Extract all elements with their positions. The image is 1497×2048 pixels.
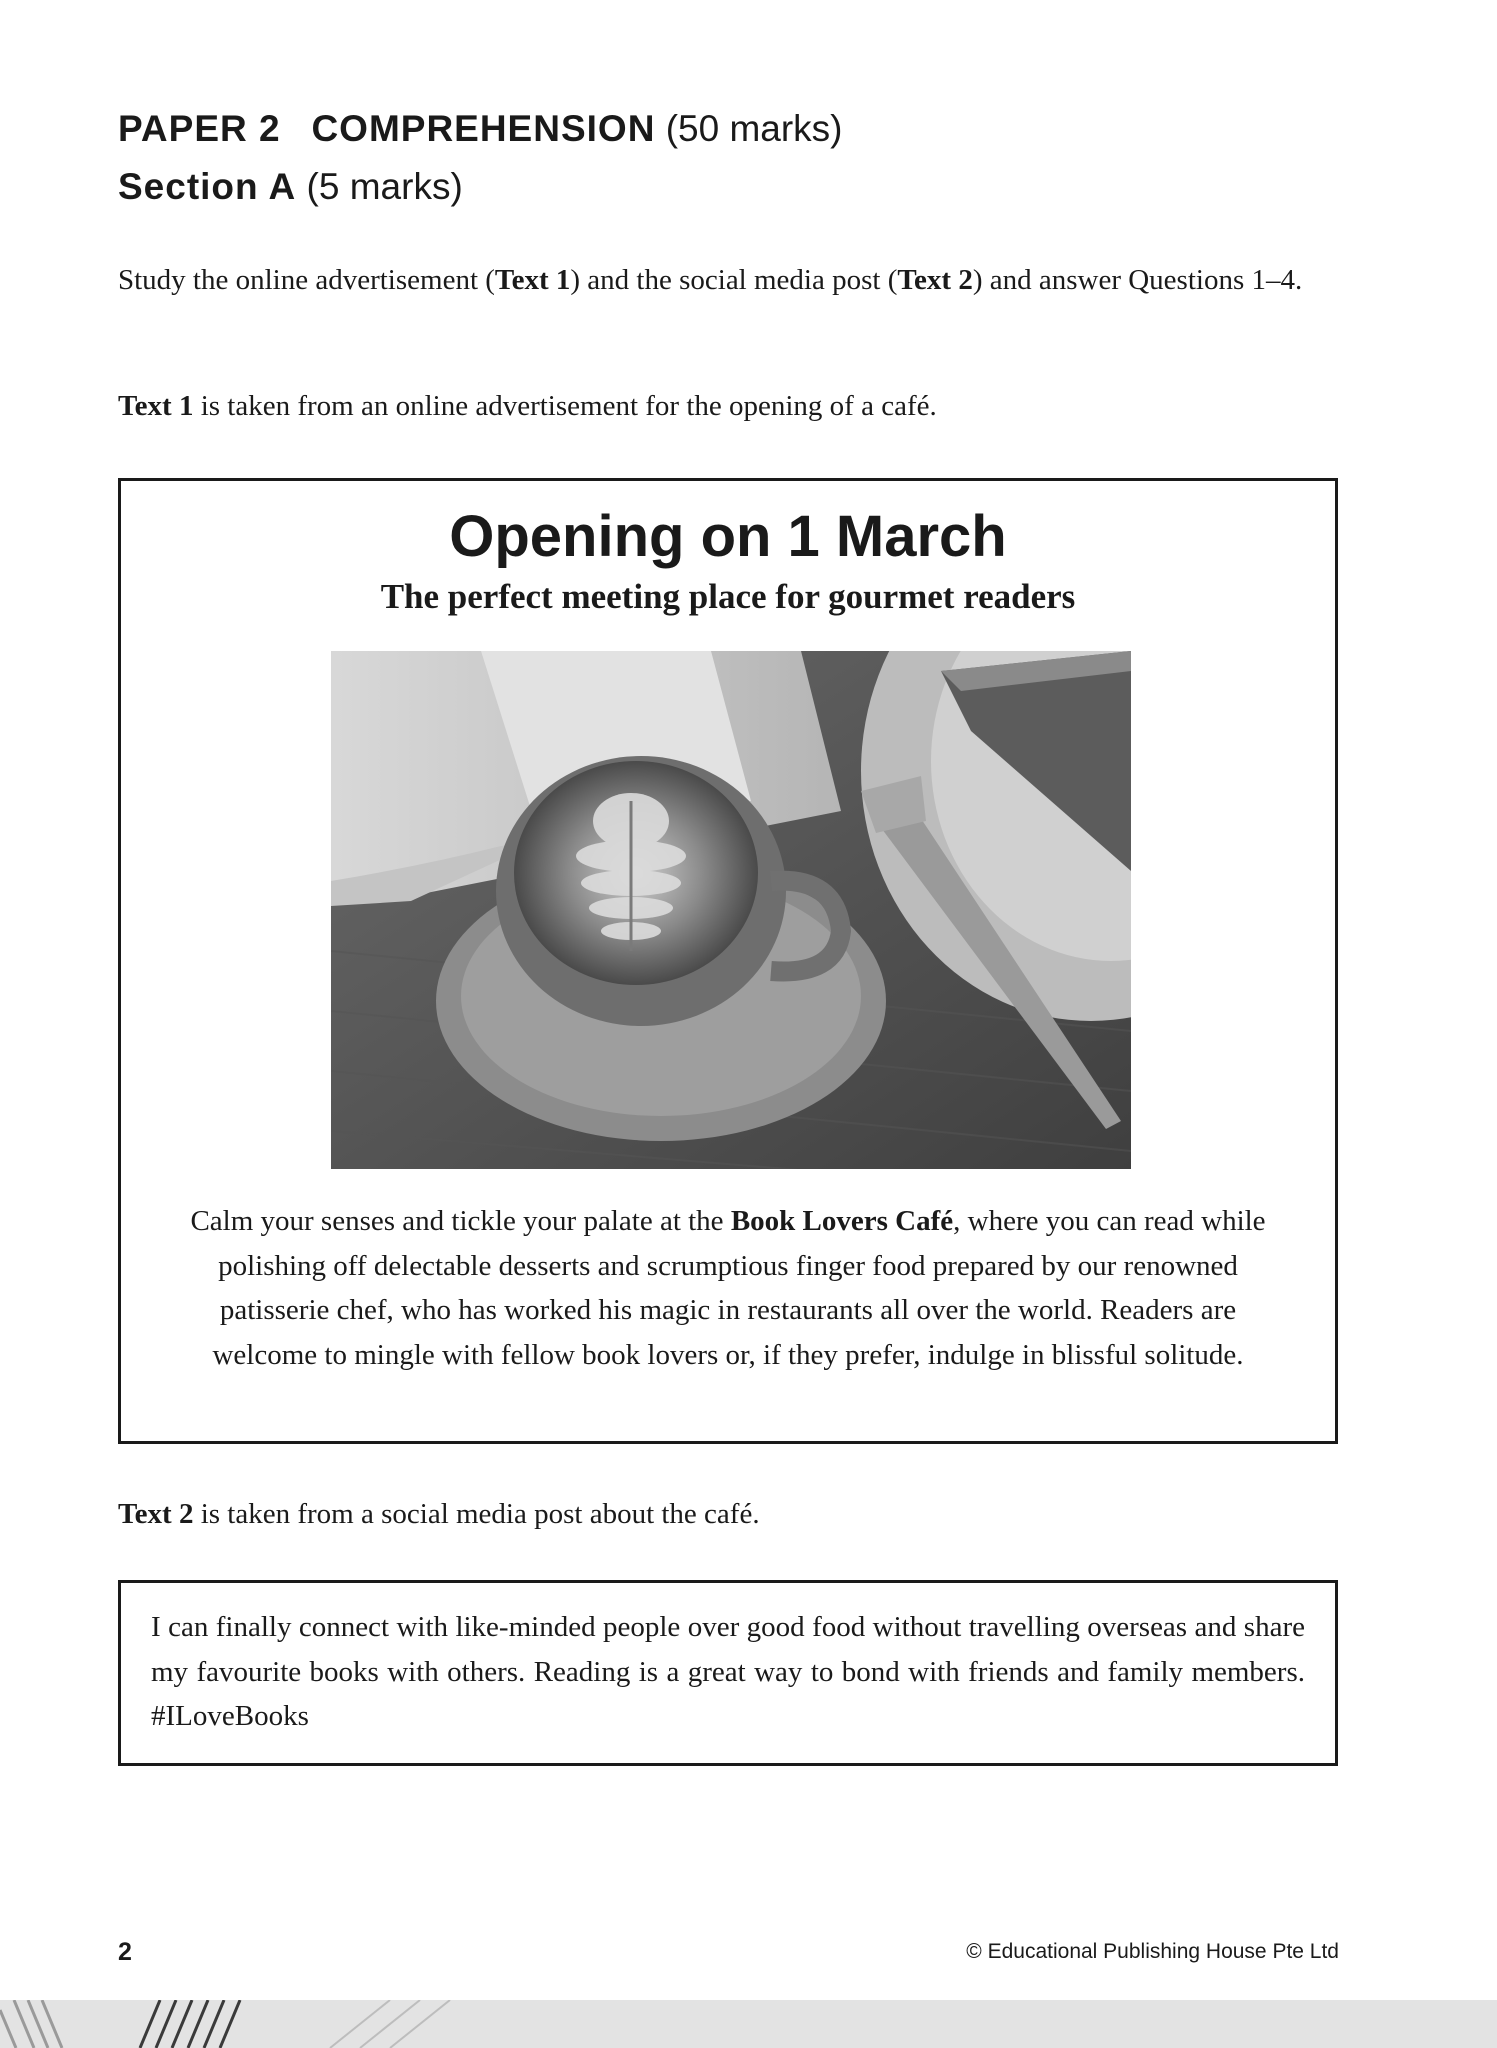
text1-caption: Text 1 is taken from an online advertisement for the opening of a café. bbox=[118, 390, 937, 422]
section-marks: (5 marks) bbox=[306, 166, 463, 207]
paper-label: PAPER 2 bbox=[118, 108, 281, 149]
text1-ref: Text 1 bbox=[494, 264, 571, 296]
coffee-photo bbox=[331, 651, 1131, 1169]
page-number: 2 bbox=[118, 1938, 132, 1966]
cafe-name: Book Lovers Café bbox=[730, 1205, 954, 1237]
paper-heading bbox=[118, 108, 843, 150]
section-label: Section A bbox=[118, 166, 297, 207]
text2-caption: Text 2 is taken from a social media post about the café. bbox=[118, 1498, 760, 1530]
section-heading bbox=[118, 166, 463, 208]
footer-stripes bbox=[0, 2000, 1497, 2048]
social-post-body: I can finally connect with like-minded people over good food without travelling overseas and share my favourite books with others. Reading is a great way to bond with friends and family members. #ILoveBooks bbox=[151, 1611, 1305, 1732]
paper-title: COMPREHENSION bbox=[311, 108, 656, 149]
paper-marks: (50 marks) bbox=[665, 108, 843, 149]
copyright: © Educational Publishing House Pte Ltd bbox=[966, 1940, 1339, 1963]
footer-band bbox=[0, 2000, 1497, 2048]
ad-subtitle: The perfect meeting place for gourmet readers bbox=[380, 577, 1076, 616]
ad-body: Calm your senses and tickle your palate at the Book Lovers Café, where you can read while polishing off delectable desserts and scrumptious finger food prepared by our renowned patisserie chef, who has worked his magic in restaurants all over the world. Readers are welcome to mingle with fellow book lovers or, if they prefer, indulge in blissful solitude. bbox=[190, 1205, 1266, 1371]
instructions: Study the online advertisement (Text 1) and the social media post (Text 2) and answer Questions 1–4. bbox=[118, 264, 1303, 296]
text2-ref: Text 2 bbox=[897, 264, 973, 296]
advertisement-box bbox=[118, 478, 1338, 1444]
ad-title: Opening on 1 March bbox=[449, 504, 1007, 569]
social-post-box bbox=[118, 1580, 1338, 1766]
